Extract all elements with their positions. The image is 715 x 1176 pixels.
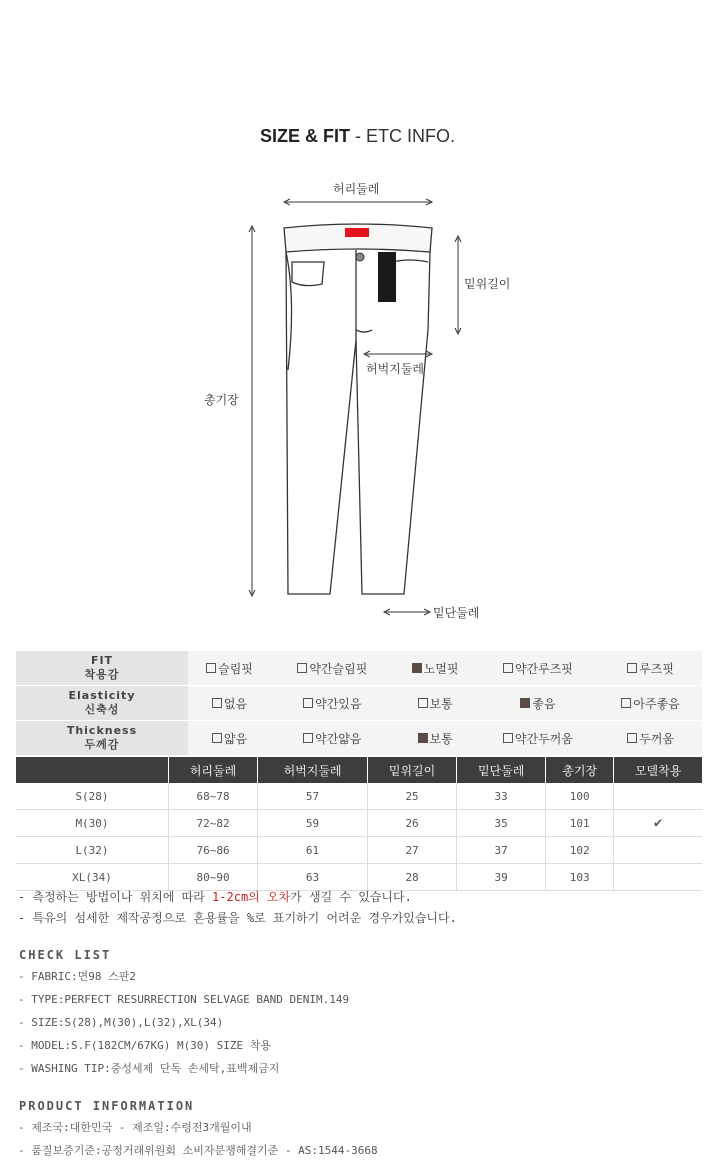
option-item: 좋음 bbox=[477, 686, 600, 721]
rise-label: 밑위길이 bbox=[464, 277, 511, 291]
option-item: 보통 bbox=[394, 721, 477, 756]
option-item: 슬림핏 bbox=[188, 651, 271, 686]
list-item: - WASHING TIP:중성세제 단독 손세탁,표백제금지 bbox=[18, 1062, 280, 1075]
checkbox-icon bbox=[206, 663, 216, 673]
column-header: 허리둘레 bbox=[169, 757, 258, 783]
checked-box-icon bbox=[418, 733, 428, 743]
list-item: - 품질보증기준:공정거래위원회 소비자분쟁해결기준 - AS:1544-3668 bbox=[18, 1144, 378, 1157]
option-item: 아주좋음 bbox=[599, 686, 702, 721]
elasticity-heading: Elasticity 신축성 bbox=[16, 686, 188, 721]
table-cell: 72~82 bbox=[169, 810, 258, 837]
fit-options-table bbox=[16, 651, 702, 756]
list-item: - TYPE:PERFECT RESURRECTION SELVAGE BAND DENIM.149 bbox=[18, 993, 350, 1006]
jeans-diagram bbox=[0, 170, 715, 630]
option-item: 두꺼움 bbox=[599, 721, 702, 756]
check-list-title: CHECK LIST bbox=[19, 948, 112, 962]
table-cell bbox=[614, 837, 702, 864]
option-item: 노멀핏 bbox=[394, 651, 477, 686]
checkbox-icon bbox=[621, 698, 631, 708]
page-title: SIZE & FIT - ETC INFO. bbox=[260, 126, 455, 146]
table-row bbox=[16, 837, 702, 864]
table-cell: 35 bbox=[457, 810, 546, 837]
column-header: 밑단둘레 bbox=[457, 757, 546, 783]
size-cell: XL(34) bbox=[16, 864, 169, 891]
option-item: 얇음 bbox=[188, 721, 271, 756]
table-cell: 25 bbox=[368, 783, 457, 810]
checkbox-icon bbox=[503, 733, 513, 743]
option-item: 보통 bbox=[394, 686, 477, 721]
error-range-highlight: 1-2cm의 오차 bbox=[212, 890, 291, 904]
note-line: - 측정하는 방법이나 위치에 따라 1-2cm의 오차가 생길 수 있습니다. bbox=[18, 890, 412, 904]
fit-row bbox=[16, 651, 702, 686]
column-header: 허벅지둘레 bbox=[258, 757, 368, 783]
table-cell: 68~78 bbox=[169, 783, 258, 810]
table-cell: 33 bbox=[457, 783, 546, 810]
table-cell: 37 bbox=[457, 837, 546, 864]
checked-box-icon bbox=[520, 698, 530, 708]
option-item: 약간있음 bbox=[271, 686, 394, 721]
note-line: - 특유의 섬세한 제작공정으로 혼용률을 %로 표기하기 어려운 경우가있습니다. bbox=[18, 911, 457, 925]
table-cell: 80~90 bbox=[169, 864, 258, 891]
column-header: 총기장 bbox=[546, 757, 614, 783]
elasticity-row bbox=[16, 686, 702, 721]
checkbox-icon bbox=[303, 733, 313, 743]
thickness-heading: Thickness 두께감 bbox=[16, 721, 188, 756]
size-cell: S(28) bbox=[16, 783, 169, 810]
checkbox-icon bbox=[212, 733, 222, 743]
checkbox-icon bbox=[303, 698, 313, 708]
hem-label: 밑단둘레 bbox=[433, 606, 480, 620]
table-cell: 102 bbox=[546, 837, 614, 864]
list-item: - 제조국:대한민국 - 제조일:수령전3개월이내 bbox=[18, 1121, 252, 1134]
thickness-row bbox=[16, 721, 702, 756]
column-header bbox=[16, 757, 169, 783]
list-item: - SIZE:S(28),M(30),L(32),XL(34) bbox=[18, 1016, 224, 1029]
checkbox-icon bbox=[418, 698, 428, 708]
red-label bbox=[345, 228, 369, 237]
option-item: 없음 bbox=[188, 686, 271, 721]
table-cell: 28 bbox=[368, 864, 457, 891]
check-list bbox=[18, 965, 349, 1080]
checked-box-icon bbox=[412, 663, 422, 673]
checkbox-icon bbox=[627, 733, 637, 743]
table-cell bbox=[614, 864, 702, 891]
product-info-title: PRODUCT INFORMATION bbox=[19, 1099, 195, 1113]
table-cell: 57 bbox=[258, 783, 368, 810]
table-cell: 59 bbox=[258, 810, 368, 837]
checkbox-icon bbox=[212, 698, 222, 708]
checkbox-icon bbox=[627, 663, 637, 673]
jeans-illustration bbox=[0, 170, 715, 630]
table-cell: 27 bbox=[368, 837, 457, 864]
table-row bbox=[16, 783, 702, 810]
column-header: 모델착용 bbox=[614, 757, 702, 783]
list-item: - MODEL:S.F(182CM/67KG) M(30) SIZE 착용 bbox=[18, 1039, 272, 1052]
option-item: 약간얇음 bbox=[271, 721, 394, 756]
total-length-label: 총기장 bbox=[204, 393, 239, 407]
table-cell: 101 bbox=[546, 810, 614, 837]
table-cell: 63 bbox=[258, 864, 368, 891]
table-row bbox=[16, 810, 702, 837]
table-cell: 61 bbox=[258, 837, 368, 864]
table-cell: 26 bbox=[368, 810, 457, 837]
size-table bbox=[16, 757, 702, 891]
table-cell: 39 bbox=[457, 864, 546, 891]
table-cell: 100 bbox=[546, 783, 614, 810]
table-cell: 76~86 bbox=[169, 837, 258, 864]
list-item: - FABRIC:면98 스판2 bbox=[18, 970, 136, 983]
model-check-icon: ✔ bbox=[614, 810, 702, 837]
hang-tag bbox=[378, 252, 396, 302]
measurement-notes bbox=[18, 887, 457, 929]
size-cell: M(30) bbox=[16, 810, 169, 837]
option-item: 루즈핏 bbox=[599, 651, 702, 686]
thigh-label: 허벅지둘레 bbox=[366, 362, 424, 376]
size-cell: L(32) bbox=[16, 837, 169, 864]
column-header: 밑위길이 bbox=[368, 757, 457, 783]
option-item: 약간루즈핏 bbox=[477, 651, 600, 686]
waist-label: 허리둘레 bbox=[333, 182, 380, 196]
checkbox-icon bbox=[503, 663, 513, 673]
table-cell: 103 bbox=[546, 864, 614, 891]
size-table-header bbox=[16, 757, 702, 783]
checkbox-icon bbox=[297, 663, 307, 673]
table-cell bbox=[614, 783, 702, 810]
option-item: 약간두꺼움 bbox=[477, 721, 600, 756]
product-info-list bbox=[18, 1116, 378, 1162]
option-item: 약간슬림핏 bbox=[271, 651, 394, 686]
fit-heading: FIT 착용감 bbox=[16, 651, 188, 686]
